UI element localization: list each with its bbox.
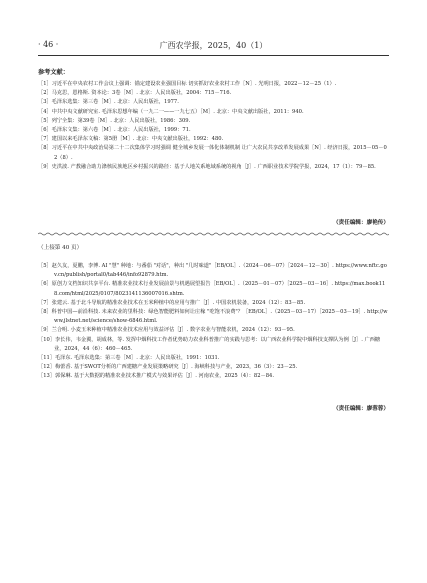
reference-item: ［6］原创力文档知识共享平台. 精准农业技术行业发展前景与机遇展望报告［EB/OL］.（2025－01－07）［2025－03－16］. https://max.book118.com/html/2025/0107/8023141136007016.shtm. [38,281,386,297]
references-list-top [38,80,389,172]
section-divider-wave [38,232,389,236]
reference-item: ［12］梅蕾香. 基于SWOT分析的广西建糖产业发展策略研究［J］. 海峡科技与产业，2023，36（3）：23－25. [38,364,298,371]
reference-item: ［5］列宁全集：第39卷［M］. 北京：人民出版社，1986：309. [38,117,191,124]
references-heading: 参考文献： [38,69,69,76]
reference-item: ［9］史洪波. 产教融合助力涤核民族地区乡村振兴的路径：基于人地关系地域系统的视角［J］. 广西职业技术学院学报，2024，17（1）：79－85. [38,163,376,170]
reference-item: ［9］兰合明. 小麦玉米种植中精准农业技术应用与效益评估［J］. 数字农业与智能农机，2024（12）：93－95. [38,327,295,334]
reference-item: ［13］郭保琳. 基于大数据的精准农业技术推广模式与效果评估［J］. 河南农业，2025（4）：82－84. [38,373,274,380]
reference-item: ［5］赵久友，夏鹏，李博. AI "慧" 种地：与番茄 "对话"，种出 "几时味道"［EB/OL］.（2024－06－07）［2024－12－30］. https://www.nftc.gov.cn/publish/portal0/tab446/info92879.htm. [38,263,387,279]
reference-item: ［10］李长伟，韦金翼，胡成林，等. 发挥中烟科技工作者优势助力农业科普推广的实践与思考：以广西农业科学院中烟科技支撑队为例［J］. 广西糖业，2024，44（6）：460－465. [38,336,381,352]
reference-item: ［1］习近平在中央农村工作会议上强调：锚定建设农业强国目标 切实抓好农业农村工作［N］. 光明日报，2022－12－25（1）. [38,81,337,87]
references-list-bottom [38,262,389,382]
journal-title: 广西农学报，2025，40（1） [159,41,268,50]
reference-item: ［8］科普中国—前沿科技. 未来农业的里科技：绿色智能肥料如何让庄稼 "吃饱不浪费"？［EB/OL］.（2025－03－17）［2025－03－19］. http://www.jlstnet.net/science/show-6846.html. [38,309,388,325]
page-number: · 46 · [38,40,59,49]
reference-item: ［3］毛泽东选集：第三卷［M］. 北京：人民出版社，1977. [38,99,179,106]
reference-item: ［8］习近平在中共中央政治局第二十二次集体学习时强调 健全城乡发展一体化体制机制 让广大农民共享改革发展成果［N］. 经济日报，2015－05－02（8）. [38,145,387,161]
header-rule [38,55,389,56]
responsible-editor-top: （责任编辑：廖艳传） [333,220,389,226]
reference-item: ［11］毛泽东. 毛泽东选集：第三卷［M］. 北京：人民出版社，1991：1031. [38,355,220,362]
continued-from-note: （上接第 40 页） [38,245,83,251]
reference-item: ［2］马克思，恩格斯. 资本论：3卷［M］. 北京：人民出版社，2004：715－716. [38,90,232,97]
reference-item: ［4］中共中央文献研究室. 毛泽东思想年编（一九二一——一九七五）［M］. 北京：中央文献出版社，2011：940. [38,108,304,115]
responsible-editor-bottom: （责任编辑：廖蓉蓉） [333,406,389,412]
reference-item: ［7］张建云. 基于北斗导航的精准农业技术在玉米种植中的应用与推广［J］. 中国农机装备，2024（12）：83－85. [38,299,306,306]
page-header [38,40,389,54]
reference-item: ［6］毛泽东文集：第六卷［M］. 北京：人民出版社，1999：71. [38,127,191,134]
reference-item: ［7］建国以来毛泽东文稿：第5册［M］. 北京：中央文献出版社，1992：480. [38,136,224,143]
